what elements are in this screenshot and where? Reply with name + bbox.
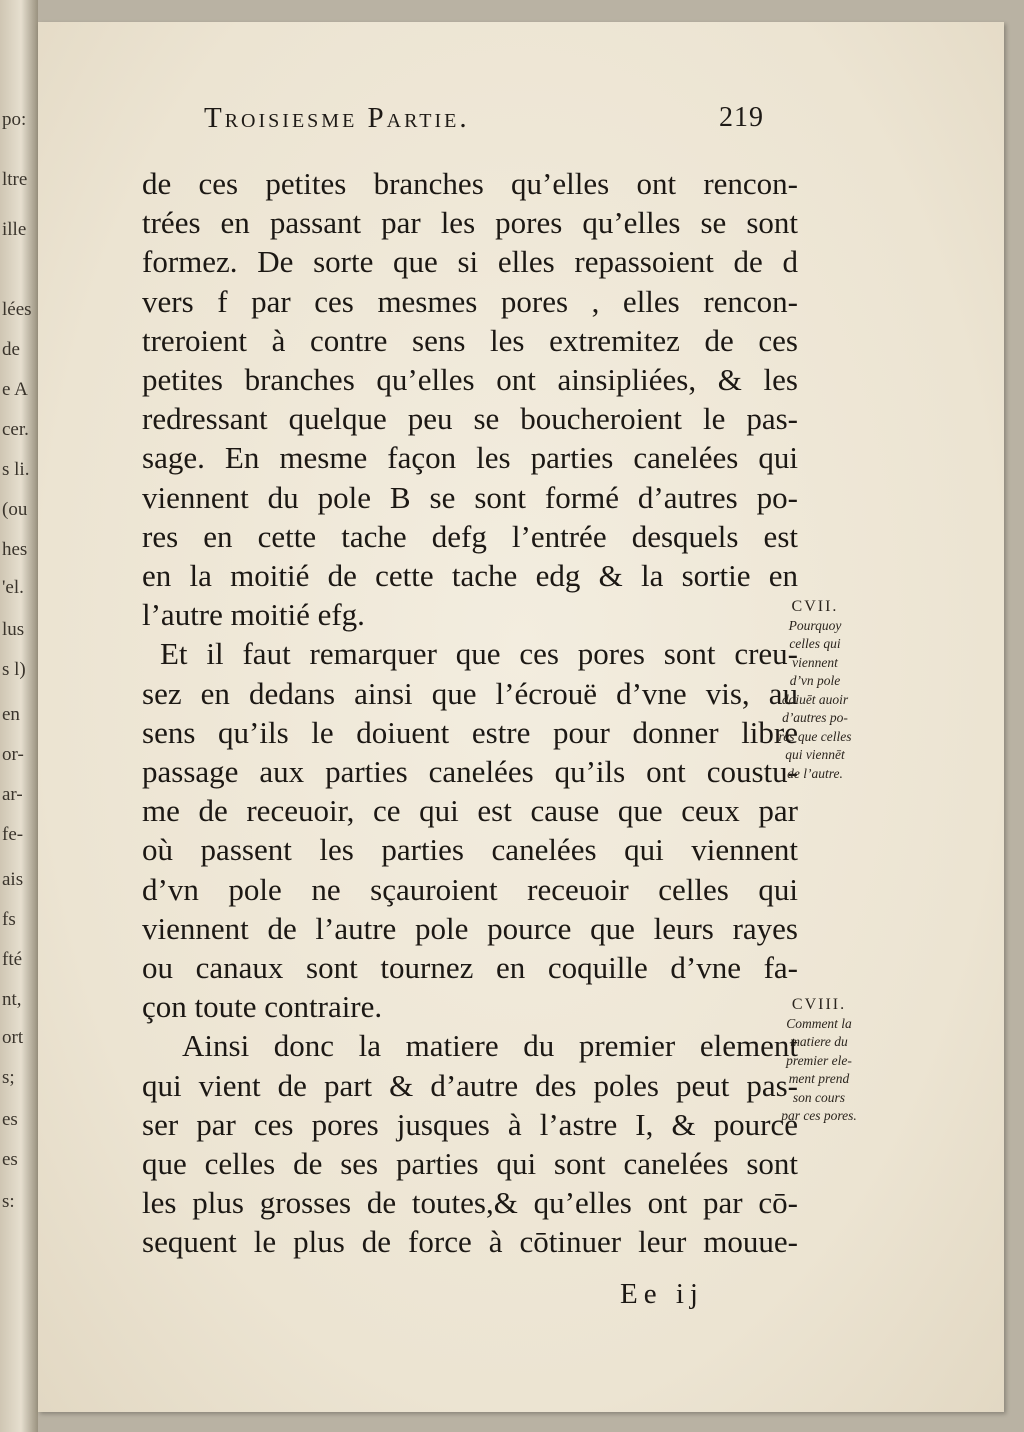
facing-page-fragment: ltre (2, 169, 28, 190)
text-line: passage aux parties canelées qu’ils ont coustu- (142, 754, 798, 790)
marginal-note-line: celles qui (789, 636, 841, 651)
facing-page-fragment: de (2, 339, 20, 360)
marginal-note-line: Pourquoy (788, 617, 842, 633)
facing-page-fragment: ar- (2, 784, 23, 805)
text-line: sez en dedans ainsi que l’écrouë d’vne vis, au (142, 675, 798, 711)
marginal-note-line: doiuēt auoir (781, 691, 849, 707)
facing-page-fragment: 'el. (2, 577, 24, 598)
text-line: viennent du pole B se sont formé d’autres po- (142, 479, 798, 515)
facing-page-fragment: s: (2, 1191, 15, 1212)
marginal-note-line: son cours (792, 1089, 846, 1105)
facing-page-fragment: lus (2, 619, 25, 640)
text-line: trées en passant par les pores qu’elles se sont (142, 205, 798, 241)
facing-page-fragment: ais (2, 869, 24, 890)
facing-page-fragment: e A (2, 379, 28, 400)
marginal-note-line: premier ele- (786, 1052, 852, 1068)
marginal-note-line: matiere du (790, 1034, 848, 1049)
marginal-note-line: de l’autre. (787, 765, 843, 781)
text-line: d’vn pole ne sçauroient receuoir celles qui (142, 871, 798, 907)
facing-page-fragment: ille (2, 219, 27, 240)
facing-page-fragment: es (2, 1149, 18, 1170)
text-line: viennent de l’autre pole pource que leurs rayes (142, 910, 798, 946)
text-line: de ces petites branches qu’elles ont rencon- (142, 166, 798, 201)
facing-page-fragment: fté (2, 949, 23, 970)
marginal-note-line: d’vn pole (789, 673, 841, 688)
facing-page-fragment: cer. (2, 419, 29, 440)
text-line: çon toute contraire. (142, 989, 383, 1025)
facing-page-fragment: po: (2, 109, 27, 130)
book-page (38, 22, 1004, 1412)
facing-page-fragment: fs (2, 909, 16, 930)
facing-page-edge (0, 0, 38, 1432)
running-header (204, 102, 764, 135)
marginal-note-line: viennent (792, 654, 838, 670)
facing-page-fragment: or- (2, 744, 24, 765)
marginal-note-line: Comment la (786, 1015, 852, 1031)
marginal-note-line: d’autres po- (782, 710, 848, 725)
text-line: ou canaux sont tournez en coquille d’vne fa- (142, 950, 798, 986)
text-line: treroient à contre sens les extremitez de ces (142, 322, 798, 358)
facing-page-fragment: en (2, 704, 20, 725)
marginal-note-cviii (764, 996, 874, 1126)
facing-page-fragment: ort (2, 1027, 24, 1048)
text-line: sage. En mesme façon les parties canelées qui (142, 440, 798, 476)
text-line: les plus grosses de toutes,& qu’elles ont par cō- (142, 1185, 798, 1221)
marginal-note-number: CVII. (791, 598, 839, 615)
text-line: Ainsi donc la matiere du premier element (182, 1028, 798, 1064)
text-line: où passent les parties canelées qui viennent (142, 832, 798, 868)
signature-mark: Ee ij (620, 1278, 704, 1310)
text-line: petites branches qu’elles ont ainsipliées, & les (142, 362, 798, 398)
text-line: vers f par ces mesmes pores , elles rencon- (142, 283, 798, 319)
marginal-note-number: CVIII. (791, 996, 847, 1013)
facing-page-fragment: es (2, 1109, 18, 1130)
running-title: Troisiesme Partie. (204, 102, 470, 134)
text-line: ser par ces pores jusques à l’astre I, & pource (142, 1106, 798, 1142)
text-line: qui vient de part & d’autre des poles peut pas- (142, 1067, 798, 1103)
text-line: l’autre moitié efg. (142, 597, 365, 633)
text-line: que celles de ses parties qui sont canelées sont (142, 1146, 798, 1182)
text-line: sens qu’ils le doiuent estre pour donner libre (142, 714, 798, 750)
page-number: 219 (719, 102, 764, 133)
facing-page-fragment: nt, (2, 989, 22, 1010)
facing-page-fragment: s li. (2, 459, 30, 480)
marginal-note-line: qui viennēt (785, 747, 845, 762)
text-line: en la moitié de cette tache edg & la sortie en (142, 558, 798, 594)
text-line: res en cette tache defg l’entrée desquels est (142, 518, 798, 554)
body-text (142, 164, 798, 1262)
facing-page-fragment: fe- (2, 824, 24, 845)
text-line: sequent le plus de force à cōtinuer leur mouue- (142, 1224, 798, 1260)
marginal-note-cvii (760, 598, 870, 783)
facing-page-fragment: s; (2, 1067, 15, 1088)
facing-page-fragment: s l) (2, 659, 26, 680)
facing-page-fragment: (ou (2, 499, 28, 520)
text-line: redressant quelque peu se boucheroient le pas- (142, 401, 798, 437)
facing-page-fragment: lées (2, 299, 32, 320)
marginal-note-line: res que celles (778, 728, 852, 744)
marginal-note-line: ment prend (788, 1071, 850, 1086)
facing-page-fragment: hes (2, 539, 28, 560)
text-line: formez. De sorte que si elles repassoient de d (142, 244, 798, 280)
text-line: me de receuoir, ce qui est cause que ceux par (142, 793, 798, 829)
marginal-note-line: par ces pores. (781, 1108, 857, 1123)
text-line: Et il faut remarquer que ces pores sont creu- (160, 636, 798, 672)
